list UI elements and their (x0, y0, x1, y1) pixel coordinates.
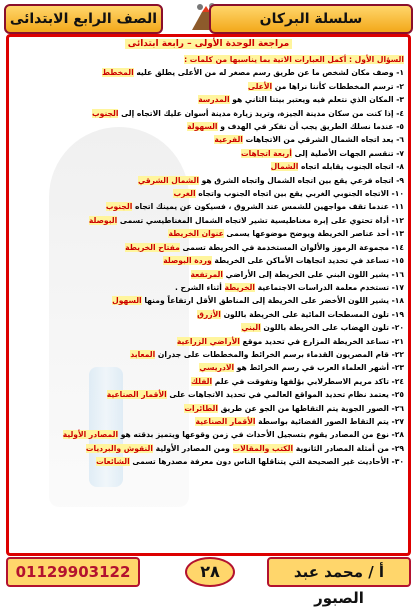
item-text: ٣٠- الأحاديث غير الصحيحة التي يتناقلها الناس دون معرفة مصدرها تسمى (132, 457, 404, 467)
list-item (13, 375, 404, 388)
questions-list (13, 53, 404, 469)
list-item (13, 174, 404, 187)
answer-highlight: الأزرق (197, 309, 221, 319)
item-text: ١٦- يشير اللون البني على الخريطة إلى الأراضي (225, 269, 404, 279)
item-text: ١٩- تلون المسطحات المائية على الخريطة باللون (223, 309, 404, 319)
item-text: ٩- اتجاه فرعي يقع بين اتجاه الشمال واتجاه الشرق هو (201, 175, 404, 185)
answer-highlight: مفتاح الخريطة (125, 242, 180, 252)
list-item (13, 348, 404, 361)
list-item (13, 335, 404, 348)
item-text: ٦- يعد اتجاه الشمال الشرقي من الاتجاهات (245, 135, 404, 145)
item-text: ١٨- يشير اللون الأخضر على الخريطة إلى المناطق الأقل ارتفاعاً ومنها (144, 296, 404, 306)
list-item (13, 388, 404, 401)
grade-banner: الصف الرابع الابتدائى (4, 4, 163, 34)
answer-highlight: الأراضي الزراعية (176, 336, 240, 346)
list-item (13, 281, 404, 294)
item-text: ٢٧- يتم التقاط الصور الفضائية بواسطة (258, 416, 404, 426)
answer-highlight: الجنوب (105, 202, 133, 212)
item-text: ١٠- الاتجاه الجنوبي الغربي يقع بين اتجاه الجنوب واتجاه (198, 189, 404, 199)
answer-highlight: المخطط (102, 68, 134, 78)
item-text: ١٢- أداة تحتوي على إبرة مغناطيسية تشير لاتجاه الشمال المغناطيسي تسمى (119, 215, 404, 225)
item-text: ٨- اتجاه الجنوب يقابله اتجاه (300, 162, 404, 172)
item-text: ٢- ترسم المخططات كأننا نراها من (274, 81, 404, 91)
item-text: ٣- المكان الذي نتعلم فيه ويعتبر بيتنا الثاني هو (232, 95, 404, 105)
list-item (13, 93, 404, 106)
list-item (13, 160, 404, 173)
question-heading: السؤال الأول : أكمل العبارات الاتية بما يناسبها من كلمات : (184, 55, 404, 64)
item-text: ١٤- مجموعة الرموز والألوان المستخدمة في الخريطة تسمى (182, 242, 404, 252)
answer-highlight: البوصلة (88, 215, 118, 225)
page-number: ٢٨ (185, 557, 235, 587)
item-text: ١- وصف مكان لشخص ما عن طريق رسم مصغر له من الأعلى يطلق عليه (136, 68, 404, 78)
answer-highlight: الكتب والمقالات (232, 443, 294, 453)
worksheet-page (6, 34, 411, 556)
list-item (13, 133, 404, 146)
list-item (13, 66, 404, 79)
item-text: ٤- إذا كنت من سكان مدينة الجيزة، وتريد زيارة مدينة أسوان عليك الاتجاه إلى (121, 108, 404, 118)
answer-highlight: وردة البوصلة (163, 256, 212, 266)
answer-highlight: الادريسي (199, 363, 235, 373)
list-item (13, 120, 404, 133)
answer-highlight: الخريطة (224, 282, 256, 292)
list-item (13, 402, 404, 415)
item-text: ١٣- أحد عناصر الخريطة ويوضح موضوعها يسمى (226, 229, 404, 239)
page-title: مراجعة الوحدة الأولى – رابعة ابتدائى (9, 39, 408, 49)
list-item (13, 227, 404, 240)
answer-highlight: الأعلى (247, 81, 273, 91)
answer-highlight-2: النقوش والبرديات (85, 443, 153, 453)
answer-highlight: أربعة اتجاهات (241, 148, 292, 158)
item-text: ٢٩- من أمثلة المصادر الثانوية (295, 443, 404, 453)
phone-number: 01129903122 (6, 557, 140, 587)
answer-highlight: السهول (112, 296, 142, 306)
list-item (13, 455, 404, 468)
answer-highlight: الأقمار الصناعية (106, 390, 167, 400)
item-text: ٢٠- تلون الهضاب على الخريطة باللون (263, 323, 404, 333)
list-item (13, 80, 404, 93)
item-text: ١٥- تساعد في تحديد اتجاهات الأماكن على الخريطة (214, 256, 404, 266)
item-text: ٢٥- يعتمد نظام تحديد المواقع العالمي في تحديد الاتجاهات على (169, 390, 404, 400)
list-item (13, 321, 404, 334)
answer-highlight: الغرب (173, 189, 196, 199)
answer-highlight: الشمال الشرقي (138, 175, 199, 185)
item-text: ٢٨- نوع من المصادر يقوم بتسجيل الأحداث في زمن وقوعها ويتميز بدقته هو (120, 430, 404, 440)
list-item (13, 254, 404, 267)
item-text: ١١- عندما تقف مواجهين للشمس عند الشروق ، فسيكون عن يمينك اتجاه (134, 202, 404, 212)
answer-highlight: المدرسة (198, 95, 230, 105)
answer-highlight: الطائرات (184, 403, 218, 413)
answer-highlight: عنوان الخريطة (168, 229, 224, 239)
list-item (13, 107, 404, 120)
answer-highlight: الجنوب (92, 108, 119, 118)
answer-highlight: المصادر الأولية (62, 430, 119, 440)
answer-highlight: الفلك (191, 376, 213, 386)
list-item (13, 241, 404, 254)
list-item (13, 214, 404, 227)
list-item (13, 187, 404, 200)
item-text: ٢١- تساعد الخريطة المزارع في تحديد موقع (242, 336, 404, 346)
list-item (13, 294, 404, 307)
item-text-suffix: ومن المصادر الأولية (155, 443, 230, 453)
item-text: ٢٢- قام المصريون القدماء برسم الخرائط والمخططات على جدران (157, 349, 404, 359)
answer-highlight: الشمال (270, 162, 299, 172)
item-text: ٥- عندما نسلك الطريق يجب أن نفكر في الهدف و (220, 122, 404, 132)
answer-highlight: المرتفعة (190, 269, 223, 279)
items-container (13, 66, 404, 468)
item-text: ٢٤- تاكد مريم الاسطرلابي بؤلفها وتفوقت في علم (214, 376, 404, 386)
list-item (13, 442, 404, 455)
answer-highlight: البني (241, 323, 261, 333)
item-text: ٢٦- الصور الجوية يتم التقاطها من الجو عن طريق (220, 403, 404, 413)
answer-highlight: الأقمار الصناعية (195, 416, 256, 426)
answer-highlight: المعابد (130, 349, 156, 359)
list-item (13, 147, 404, 160)
item-text-suffix: أثناء الشرح . (175, 282, 222, 292)
answer-highlight: السهولة (187, 122, 218, 132)
list-item (13, 268, 404, 281)
item-text: ٧- تنقسم الجهات الأصلية إلى (294, 148, 404, 158)
item-text: ١٧- تستخدم معلمة الدراسات الاجتماعية (257, 282, 404, 292)
list-item (13, 200, 404, 213)
list-item (13, 361, 404, 374)
answer-highlight: الشائعات (96, 457, 130, 467)
list-item (13, 308, 404, 321)
series-banner: سلسلة البركان (209, 4, 413, 34)
answer-highlight: الفرعية (214, 135, 243, 145)
item-text: ٢٣- أشهر العلماء العرب في رسم الخرائط هو (236, 363, 404, 373)
teacher-name: أ / محمد عبد الصبور (267, 557, 411, 587)
list-item (13, 415, 404, 428)
list-item (13, 428, 404, 441)
